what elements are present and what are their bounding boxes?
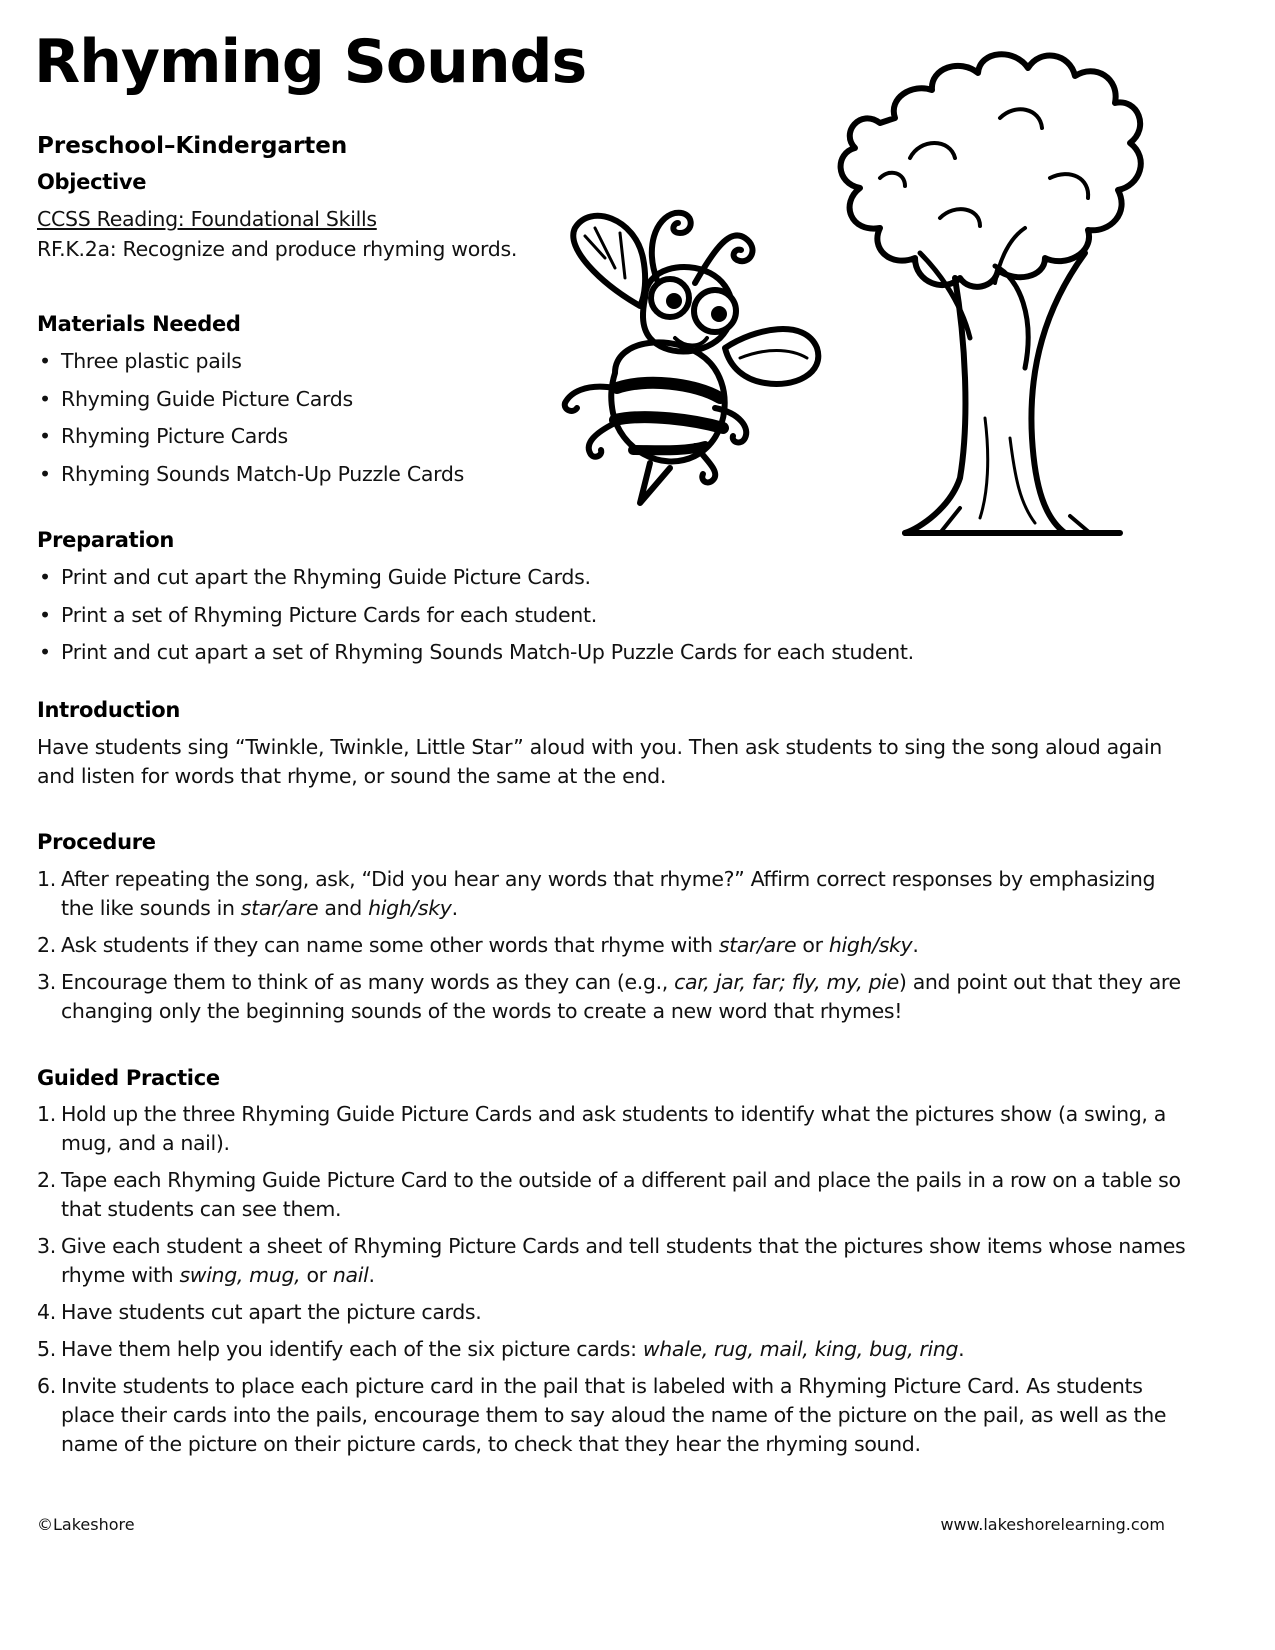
list-item: 2. Ask students if they can name some other words that rhyme with star/are or high/sky. [37,933,919,957]
list-item: • Print and cut apart a set of Rhyming Sounds Match-Up Puzzle Cards for each student. [39,640,914,664]
preparation-heading: Preparation [37,528,175,552]
introduction-line-1: Have students sing “Twinkle, Twinkle, Little Star” aloud with you. Then ask students to sing the song aloud again [37,735,1162,759]
list-item: 4. Have students cut apart the picture cards. [37,1300,482,1324]
list-item: 3. Encourage them to think of as many words as they can (e.g., car, jar, far; fly, my, pie) and point out that they are changing only the beginning sounds of the words to create a new word that rhymes! [37,970,1181,1023]
materials-heading: Materials Needed [37,312,241,336]
objective-heading: Objective [37,170,147,194]
footer-url[interactable]: www.lakeshorelearning.com [940,1515,1165,1534]
guided-practice-list [37,1100,1187,1467]
list-item: 1. After repeating the song, ask, “Did you hear any words that rhyme?” Affirm correct responses by emphasizing the like sounds in star/are and high/sky. [37,867,1156,920]
bee-illustration [545,188,830,518]
list-item: • Rhyming Picture Cards [39,424,288,448]
procedure-heading: Procedure [37,830,156,854]
introduction-heading: Introduction [37,698,181,722]
list-item: 5. Have them help you identify each of the six picture cards: whale, rug, mail, king, bug, ring. [37,1337,965,1361]
materials-list [37,347,464,497]
list-item: • Rhyming Guide Picture Cards [39,386,353,411]
introduction-line-2: and listen for words that rhyme, or sound the same at the end. [37,764,667,788]
list-item: 6. Invite students to place each picture card in the pail that is labeled with a Rhyming Picture Card. As students place their cards into the pails, encourage them to say aloud the name of the picture on the pail, as well as the name of the picture on their picture cards, to check that they hear the rhyming sound. [37,1374,1167,1456]
list-item: • Three plastic pails [39,349,242,373]
list-item: • Rhyming Sounds Match-Up Puzzle Cards [39,461,464,486]
tree-illustration [820,38,1185,543]
list-item: • Print and cut apart the Rhyming Guide Picture Cards. [39,565,591,589]
list-item: 3. Give each student a sheet of Rhyming Picture Cards and tell students that the pictures show items whose names rhyme with swing, mug, or nail. [37,1234,1186,1287]
grade-level: Preschool–Kindergarten [37,133,348,159]
preparation-list [37,563,914,676]
page-title: Rhyming Sounds [34,27,587,97]
standard-text: RF.K.2a: Recognize and produce rhyming words. [37,237,518,261]
list-item: 1. Hold up the three Rhyming Guide Picture Cards and ask students to identify what the pictures show (a swing, a mug, and a nail). [37,1102,1166,1155]
standard-link[interactable]: CCSS Reading: Foundational Skills [37,207,377,231]
procedure-list [37,865,1187,1034]
footer-copyright: ©Lakeshore [37,1515,135,1534]
list-item: • Print a set of Rhyming Picture Cards for each student. [39,602,597,627]
guided-practice-heading: Guided Practice [37,1066,220,1090]
list-item: 2. Tape each Rhyming Guide Picture Card to the outside of a different pail and place the pails in a row on a table so that students can see them. [37,1168,1181,1221]
